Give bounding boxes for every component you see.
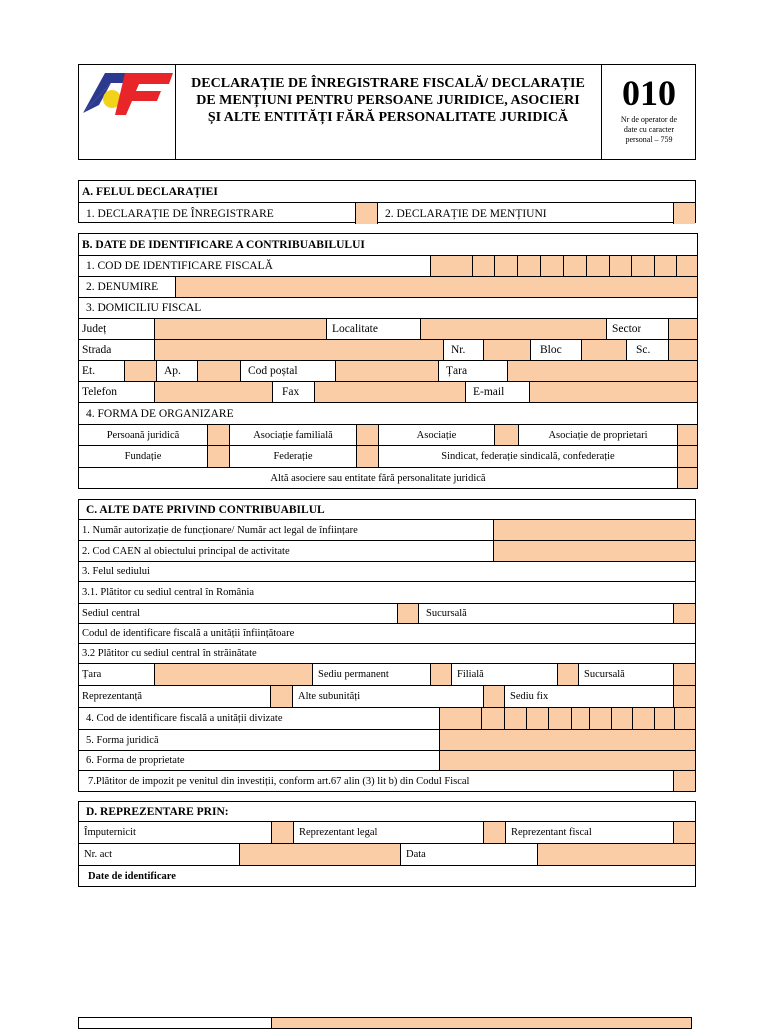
- cif-digit-box[interactable]: [609, 256, 631, 276]
- floor-label: Et.: [82, 365, 96, 377]
- fixed-office-label: Sediu fix: [510, 691, 549, 702]
- staircase-label: Sc.: [636, 344, 651, 356]
- locality-field[interactable]: [420, 319, 606, 339]
- family-association-label: Asociație familială: [253, 429, 333, 441]
- option-registration-label: 1. DECLARAȚIE DE ÎNREGISTRARE: [86, 207, 274, 220]
- divided-unit-cif-label: 4. Cod de identificare fiscală a unității divizate: [86, 713, 283, 724]
- option-registration-checkbox[interactable]: [355, 203, 377, 224]
- foundation-checkbox[interactable]: [207, 446, 229, 467]
- name-field[interactable]: [175, 277, 697, 297]
- section-a-title: A. FELUL DECLARAȚIEI: [82, 185, 218, 198]
- county-label: Județ: [82, 323, 107, 335]
- sector-field[interactable]: [668, 319, 697, 339]
- apartment-field[interactable]: [197, 361, 240, 381]
- staircase-field[interactable]: [668, 340, 697, 360]
- section-b: [78, 233, 698, 489]
- block-field[interactable]: [581, 340, 626, 360]
- cif-digit-box[interactable]: [676, 256, 697, 276]
- date-field[interactable]: [537, 844, 695, 865]
- owners-association-label: Asociație de proprietari: [548, 429, 648, 441]
- other-subunits-label: Alte subunități: [298, 691, 361, 702]
- divided-cif-digit-box[interactable]: [548, 708, 571, 729]
- investment-tax-payer-label: 7.Plătitor de impozit pe venitul din investiții, conform art.67 alin (3) lit b) din Codul Fiscal: [88, 775, 470, 787]
- central-office-label: Sediul central: [82, 608, 141, 619]
- cif-digit-box[interactable]: [540, 256, 563, 276]
- foundation-label: Fundație: [124, 451, 162, 462]
- block-label: Bloc: [540, 344, 562, 356]
- number-field[interactable]: [483, 340, 530, 360]
- founding-unit-cif-label: Codul de identificare fiscală a unității înființătoare: [82, 628, 295, 639]
- legal-representative-checkbox[interactable]: [483, 822, 505, 843]
- ownership-form-field[interactable]: [439, 751, 695, 770]
- street-field[interactable]: [154, 340, 443, 360]
- cif-digit-box[interactable]: [563, 256, 586, 276]
- cif-label: 1. COD DE IDENTIFICARE FISCALĂ: [86, 260, 273, 272]
- owners-association-checkbox[interactable]: [677, 425, 697, 445]
- operator-note-2: date cu caracter: [623, 125, 675, 134]
- subsidiary-checkbox[interactable]: [557, 664, 578, 685]
- next-section-partial: [78, 1017, 692, 1029]
- foreign-branch-label: Sucursală: [584, 669, 625, 680]
- cif-digit-box[interactable]: [631, 256, 654, 276]
- divided-cif-digit-box[interactable]: [611, 708, 632, 729]
- association-checkbox[interactable]: [494, 425, 518, 445]
- permanent-office-checkbox[interactable]: [430, 664, 451, 685]
- other-entity-label: Altă asociere sau entitate fără personalitate juridică: [270, 472, 486, 484]
- form-title-line-2: DE MENȚIUNI PENTRU PERSOANE JURIDICE, ASOCIERI: [196, 93, 580, 108]
- section-c-title: C. ALTE DATE PRIVIND CONTRIBUABILUL: [86, 503, 325, 516]
- cif-digit-box[interactable]: [494, 256, 517, 276]
- operator-note-3: personal – 759: [625, 135, 673, 144]
- fiscal-address-label: 3. DOMICILIU FISCAL: [86, 302, 202, 314]
- country-label: Țara: [446, 365, 468, 377]
- form-number: 010: [622, 73, 676, 113]
- divided-cif-digit-box[interactable]: [571, 708, 589, 729]
- legal-person-label: Persoană juridică: [106, 429, 180, 441]
- option-mentions-checkbox[interactable]: [673, 203, 695, 224]
- fax-field[interactable]: [314, 382, 465, 402]
- fixed-office-checkbox[interactable]: [673, 686, 695, 707]
- divided-cif-digit-box[interactable]: [632, 708, 654, 729]
- locality-label: Localitate: [332, 323, 378, 335]
- proxy-label: Împuternicit: [84, 827, 136, 838]
- representative-office-checkbox[interactable]: [270, 686, 292, 707]
- divided-cif-digit-box[interactable]: [526, 708, 548, 729]
- county-field[interactable]: [154, 319, 326, 339]
- date-label: Data: [406, 849, 426, 860]
- identification-data-label: Date de identificare: [88, 870, 176, 882]
- email-label: E-mail: [473, 386, 505, 398]
- foreign-country-field[interactable]: [154, 664, 312, 685]
- authorization-number-label: 1. Număr autorizație de funcționare/ Număr act legal de înființare: [82, 524, 358, 536]
- cif-digit-box[interactable]: [472, 256, 494, 276]
- next-section-field[interactable]: [271, 1018, 691, 1028]
- form-header: [78, 64, 696, 160]
- divided-cif-digit-box[interactable]: [481, 708, 504, 729]
- caen-code-field[interactable]: [493, 541, 695, 561]
- foreign-branch-checkbox[interactable]: [673, 664, 695, 685]
- association-label: Asociație: [416, 429, 457, 441]
- divided-cif-digit-box[interactable]: [504, 708, 526, 729]
- branch-label: Sucursală: [426, 608, 467, 619]
- central-office-checkbox[interactable]: [397, 604, 418, 623]
- family-association-checkbox[interactable]: [356, 425, 378, 445]
- section-c: [78, 499, 696, 792]
- other-entity-checkbox[interactable]: [677, 468, 697, 488]
- representative-office-label: Reprezentanță: [82, 691, 143, 702]
- postal-code-field[interactable]: [335, 361, 438, 381]
- anaf-logo-icon: [81, 69, 173, 117]
- apartment-label: Ap.: [164, 365, 181, 377]
- fiscal-representative-checkbox[interactable]: [673, 822, 695, 843]
- foreign-country-label: Țara: [82, 669, 102, 680]
- cif-digit-box[interactable]: [430, 256, 472, 276]
- legal-form-label: 5. Forma juridică: [86, 734, 159, 746]
- act-number-field[interactable]: [239, 844, 400, 865]
- cif-digit-box[interactable]: [586, 256, 609, 276]
- syndicate-checkbox[interactable]: [677, 446, 697, 467]
- street-label: Strada: [82, 344, 112, 356]
- legal-representative-label: Reprezentant legal: [299, 827, 378, 838]
- caen-code-label: 2. Cod CAEN al obiectului principal de activitate: [82, 545, 290, 557]
- federation-label: Federație: [273, 451, 313, 462]
- divided-cif-digit-box[interactable]: [674, 708, 695, 729]
- investment-tax-payer-checkbox[interactable]: [673, 771, 695, 791]
- number-label: Nr.: [451, 344, 466, 356]
- headquarters-type-label: 3. Felul sediului: [82, 566, 150, 577]
- divided-cif-digit-box[interactable]: [654, 708, 674, 729]
- ownership-form-label: 6. Forma de proprietate: [86, 755, 185, 766]
- operator-note-1: Nr de operator de: [620, 115, 678, 124]
- email-field[interactable]: [529, 382, 697, 402]
- subsidiary-label: Filială: [457, 669, 484, 680]
- option-mentions-label: 2. DECLARAȚIE DE MENȚIUNI: [385, 207, 547, 220]
- section-b-title: B. DATE DE IDENTIFICARE A CONTRIBUABILULUI: [82, 238, 365, 251]
- cif-digit-box[interactable]: [517, 256, 540, 276]
- divided-cif-digit-box[interactable]: [589, 708, 611, 729]
- organization-form-label: 4. FORMA DE ORGANIZARE: [86, 407, 234, 420]
- payer-romania-label: 3.1. Plătitor cu sediul central în România: [82, 587, 255, 598]
- section-a: [78, 180, 696, 223]
- section-d-title: D. REPREZENTARE PRIN:: [86, 805, 229, 818]
- authorization-number-field[interactable]: [493, 520, 695, 540]
- legal-form-field[interactable]: [439, 730, 695, 750]
- form-title-line-3: ȘI ALTE ENTITĂȚI FĂRĂ PERSONALITATE JURIDICĂ: [207, 110, 569, 125]
- section-d: [78, 801, 696, 887]
- cif-digit-box[interactable]: [654, 256, 676, 276]
- permanent-office-label: Sediu permanent: [318, 669, 389, 680]
- branch-checkbox[interactable]: [673, 604, 695, 623]
- floor-field[interactable]: [124, 361, 156, 381]
- legal-person-checkbox[interactable]: [207, 425, 229, 445]
- phone-label: Telefon: [82, 386, 117, 398]
- syndicate-label: Sindicat, federație sindicală, confederație: [441, 451, 615, 462]
- country-field[interactable]: [507, 361, 697, 381]
- postal-code-label: Cod poștal: [248, 365, 298, 377]
- payer-abroad-label: 3.2 Plătitor cu sediul central în străinătate: [82, 648, 257, 659]
- sector-label: Sector: [612, 323, 642, 335]
- federation-checkbox[interactable]: [356, 446, 378, 467]
- proxy-checkbox[interactable]: [271, 822, 293, 843]
- divided-cif-digit-box[interactable]: [439, 708, 481, 729]
- name-label: 2. DENUMIRE: [86, 281, 159, 293]
- act-number-label: Nr. act: [84, 849, 112, 860]
- fax-label: Fax: [282, 386, 300, 398]
- form-title-line-1: DECLARAȚIE DE ÎNREGISTRARE FISCALĂ/ DECLARAȚIE: [191, 76, 585, 91]
- fiscal-representative-label: Reprezentant fiscal: [511, 827, 592, 838]
- other-subunits-checkbox[interactable]: [483, 686, 504, 707]
- phone-field[interactable]: [154, 382, 272, 402]
